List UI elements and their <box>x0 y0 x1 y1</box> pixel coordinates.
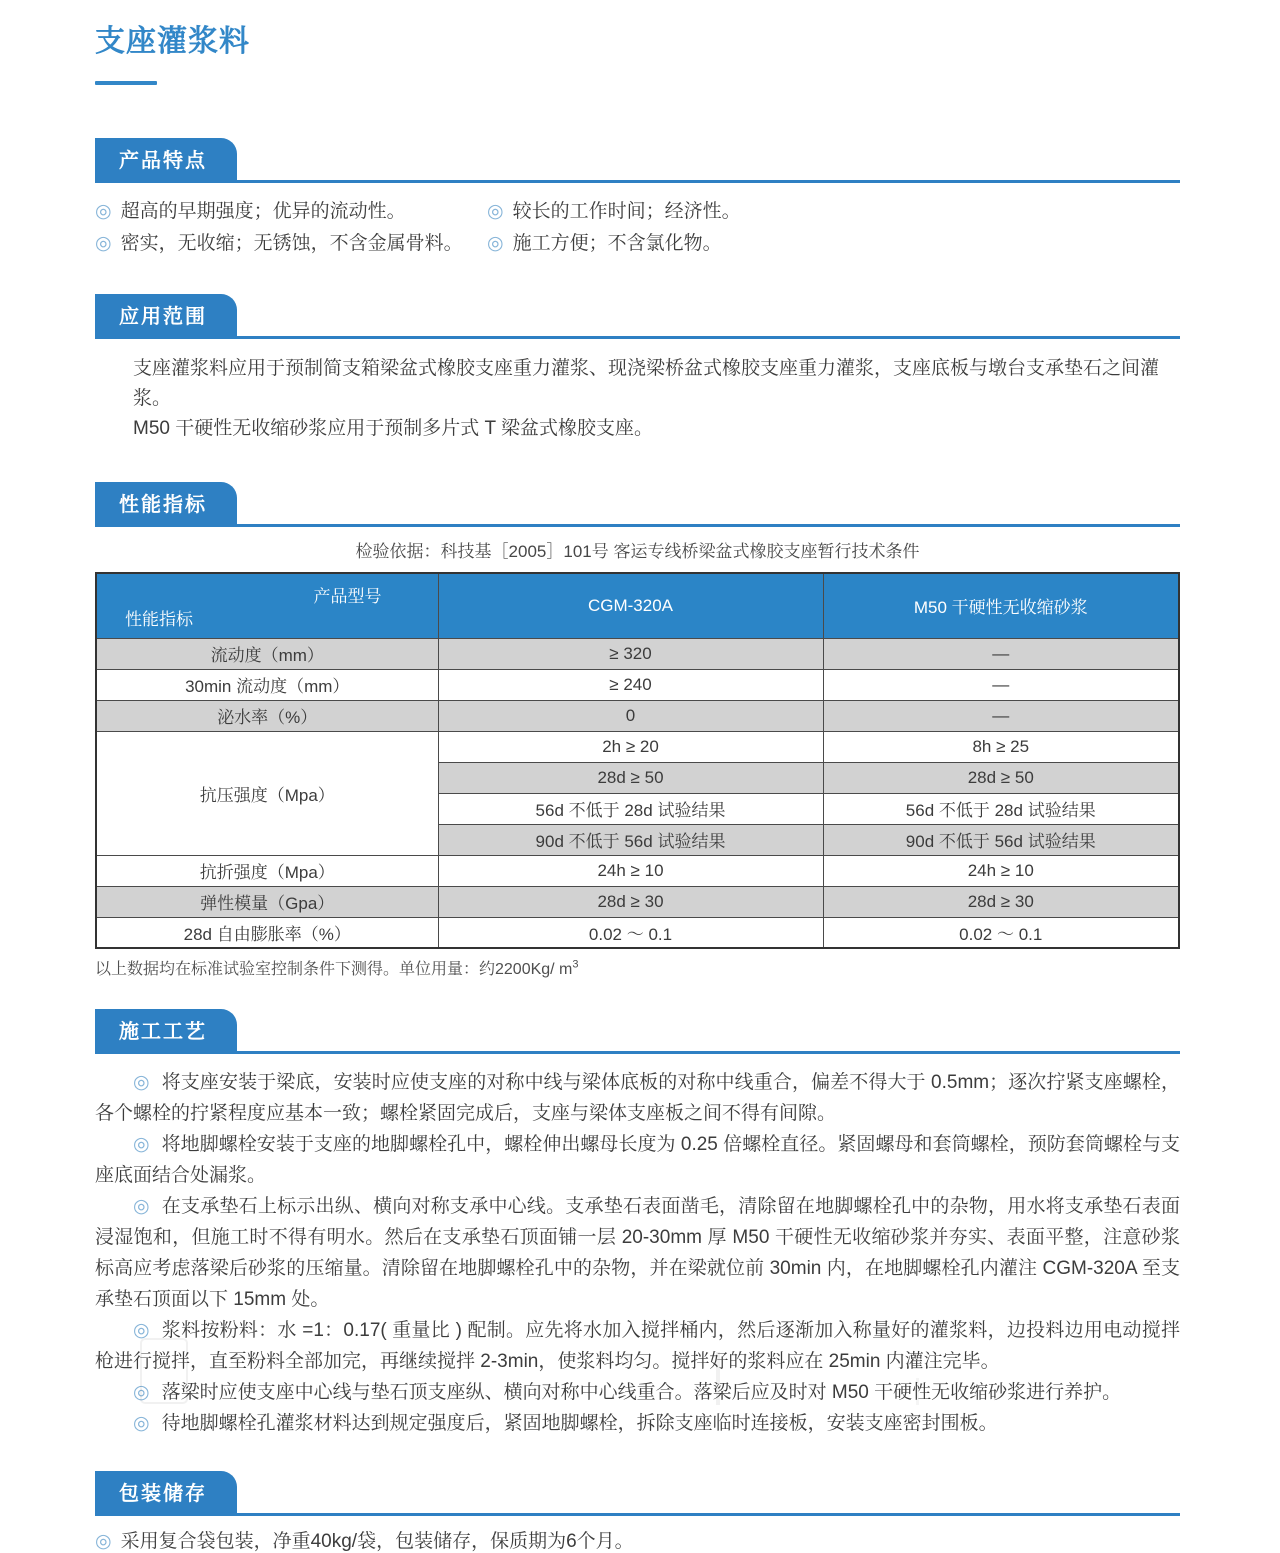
section-performance <box>95 482 1180 979</box>
bullet-icon: ◎ <box>487 233 504 254</box>
table-cell: 30min 流动度（mm） <box>96 669 438 700</box>
section-packaging <box>95 1471 1180 1553</box>
table-cell: 28d ≥ 50 <box>438 762 823 793</box>
table-row <box>96 669 1179 700</box>
section-header <box>95 294 1180 339</box>
table-cell: 8h ≥ 25 <box>823 731 1179 762</box>
process-step <box>95 1191 1180 1315</box>
table-cell: 90d 不低于 56d 试验结果 <box>823 824 1179 855</box>
bullet-icon: ◎ <box>95 233 112 254</box>
table-cell: — <box>823 669 1179 700</box>
step-text: 将地脚螺栓安装于支座的地脚螺栓孔中，螺栓伸出螺母长度为 0.25 倍螺栓直径。紧固螺母和套筒螺栓，预防套筒螺栓与支座底面结合处漏浆。 <box>95 1134 1180 1186</box>
step-text: 待地脚螺栓孔灌浆材料达到规定强度后，紧固地脚螺栓，拆除支座临时连接板，安装支座密封围板。 <box>161 1413 998 1434</box>
table-cell: 抗折强度（Mpa） <box>96 855 438 886</box>
table-header-cell: M50 干硬性无收缩砂浆 <box>823 573 1179 638</box>
table-row <box>96 638 1179 669</box>
process-step <box>95 1408 1180 1439</box>
bullet-icon: ◎ <box>133 1196 150 1217</box>
bullet-icon: ◎ <box>133 1320 150 1341</box>
table-cell: ≥ 320 <box>438 638 823 669</box>
step-text: 在支承垫石上标示出纵、横向对称支承中心线。支承垫石表面凿毛，清除留在地脚螺栓孔中的杂物，用水将支承垫石表面浸湿饱和，但施工时不得有明水。然后在支承垫石顶面铺一层 20-30mm 厚 M50 干硬性无收缩砂浆并夯实、表面平整，注意砂浆标高应考虑落梁后砂浆的压缩量。清除留在地脚螺栓孔中的杂物，并在梁就位前 30min 内，在地脚螺栓孔内灌注 CGM-320A 至支承垫石顶面以下 15mm 处。 <box>95 1196 1181 1310</box>
table-header-cell: CGM-320A <box>438 573 823 638</box>
list-item <box>95 228 487 260</box>
corner-label-product-model: 产品型号 <box>313 587 382 606</box>
table-cell: 90d 不低于 56d 试验结果 <box>438 824 823 855</box>
title-underline <box>95 81 157 85</box>
process-step <box>95 1315 1180 1377</box>
bullet-icon: ◎ <box>95 201 112 222</box>
bullet-icon: ◎ <box>95 1531 112 1552</box>
table-cell: 24h ≥ 10 <box>438 855 823 886</box>
section-tab-packaging: 包装储存 <box>95 1471 237 1513</box>
corner-label-indicator: 性能指标 <box>125 609 193 629</box>
table-cell: 2h ≥ 20 <box>438 731 823 762</box>
feature-text: 较长的工作时间；经济性。 <box>512 201 741 222</box>
packaging-item: 采用复合袋包装，净重40kg/袋，包装储存，保质期为6个月。 <box>120 1531 634 1552</box>
table-cell: 流动度（mm） <box>96 638 438 669</box>
performance-table <box>95 572 1180 949</box>
section-tab-process: 施工工艺 <box>95 1009 237 1051</box>
table-cell: 弹性模量（Gpa） <box>96 886 438 917</box>
table-cell: 56d 不低于 28d 试验结果 <box>438 793 823 824</box>
bullet-icon: ◎ <box>133 1382 150 1403</box>
feature-text: 密实，无收缩；无锈蚀，不含金属骨料。 <box>120 233 463 254</box>
bullet-icon: ◎ <box>133 1413 150 1434</box>
list-item <box>487 196 1180 228</box>
application-line: 支座灌浆料应用于预制简支箱梁盆式橡胶支座重力灌浆、现浇梁桥盆式橡胶支座重力灌浆，支座底板与墩台支承垫石之间灌浆。 <box>133 358 1160 409</box>
section-tab-performance: 性能指标 <box>95 482 237 524</box>
table-row <box>96 855 1179 886</box>
table-cell: 28d ≥ 30 <box>823 886 1179 917</box>
table-footnote <box>95 956 1180 979</box>
process-steps <box>95 1067 1180 1439</box>
step-text: 落梁时应使支座中心线与垫石顶支座纵、横向对称中心线重合。落梁后应及时对 M50 干硬性无收缩砂浆进行养护。 <box>161 1382 1122 1403</box>
table-row <box>96 731 1179 762</box>
table-cell: 56d 不低于 28d 试验结果 <box>823 793 1179 824</box>
section-process <box>95 1009 1180 1439</box>
footnote-text: 以上数据均在标准试验室控制条件下测得。单位用量：约2200Kg/ m <box>95 961 573 978</box>
table-cell: 0.02 ～ 0.1 <box>438 917 823 948</box>
footnote-superscript: 3 <box>572 958 579 971</box>
table-cell: 28d ≥ 30 <box>438 886 823 917</box>
process-step <box>95 1067 1180 1129</box>
process-step <box>95 1377 1180 1408</box>
table-row <box>96 700 1179 731</box>
section-features <box>95 138 1180 260</box>
table-cell: — <box>823 700 1179 731</box>
bullet-icon: ◎ <box>133 1072 150 1093</box>
feature-text: 超高的早期强度；优异的流动性。 <box>120 201 406 222</box>
table-cell-compressive-strength: 抗压强度（Mpa） <box>96 731 438 855</box>
table-corner-cell <box>96 573 438 638</box>
section-tab-application: 应用范围 <box>95 294 237 336</box>
section-tab-features: 产品特点 <box>95 138 237 180</box>
bullet-icon: ◎ <box>133 1134 150 1155</box>
process-step <box>95 1129 1180 1191</box>
table-cell: 0.02 ～ 0.1 <box>823 917 1179 948</box>
bullet-icon: ◎ <box>487 201 504 222</box>
table-cell: 24h ≥ 10 <box>823 855 1179 886</box>
step-text: 浆料按粉料：水 =1：0.17( 重量比 ) 配制。应先将水加入搅拌桶内，然后逐渐加入称量好的灌浆料，边投料边用电动搅拌枪进行搅拌，直至粉料全部加完，再继续搅拌 2-3min，使浆料均匀。搅拌好的浆料应在 25min 内灌注完毕。 <box>95 1320 1180 1372</box>
section-header <box>95 138 1180 183</box>
features-list <box>95 196 1180 260</box>
section-application <box>95 294 1180 444</box>
section-header <box>95 482 1180 527</box>
table-header-row <box>96 573 1179 638</box>
table-cell: 28d ≥ 50 <box>823 762 1179 793</box>
step-text: 将支座安装于梁底，安装时应使支座的对称中线与梁体底板的对称中线重合，偏差不得大于 0.5mm；逐次拧紧支座螺栓，各个螺栓的拧紧程度应基本一致；螺栓紧固完成后，支座与梁体支座板之间不得有间隙。 <box>95 1072 1180 1124</box>
table-row <box>96 917 1179 948</box>
page-title: 支座灌浆料 <box>95 25 250 58</box>
table-cell: 0 <box>438 700 823 731</box>
table-row <box>96 886 1179 917</box>
section-header <box>95 1009 1180 1054</box>
packaging-text <box>95 1526 1180 1553</box>
list-item <box>95 196 487 228</box>
section-header <box>95 1471 1180 1516</box>
application-text <box>95 354 1180 444</box>
table-cell: ≥ 240 <box>438 669 823 700</box>
list-item <box>487 228 1180 260</box>
table-cell: 泌水率（%） <box>96 700 438 731</box>
test-basis-text: 检验依据：科技基［2005］101号 客运专线桥梁盆式橡胶支座暂行技术条件 <box>355 542 920 561</box>
table-cell: — <box>823 638 1179 669</box>
feature-text: 施工方便；不含氯化物。 <box>512 233 722 254</box>
application-line: M50 干硬性无收缩砂浆应用于预制多片式 T 梁盆式橡胶支座。 <box>133 418 654 439</box>
table-cell: 28d 自由膨胀率（%） <box>96 917 438 948</box>
